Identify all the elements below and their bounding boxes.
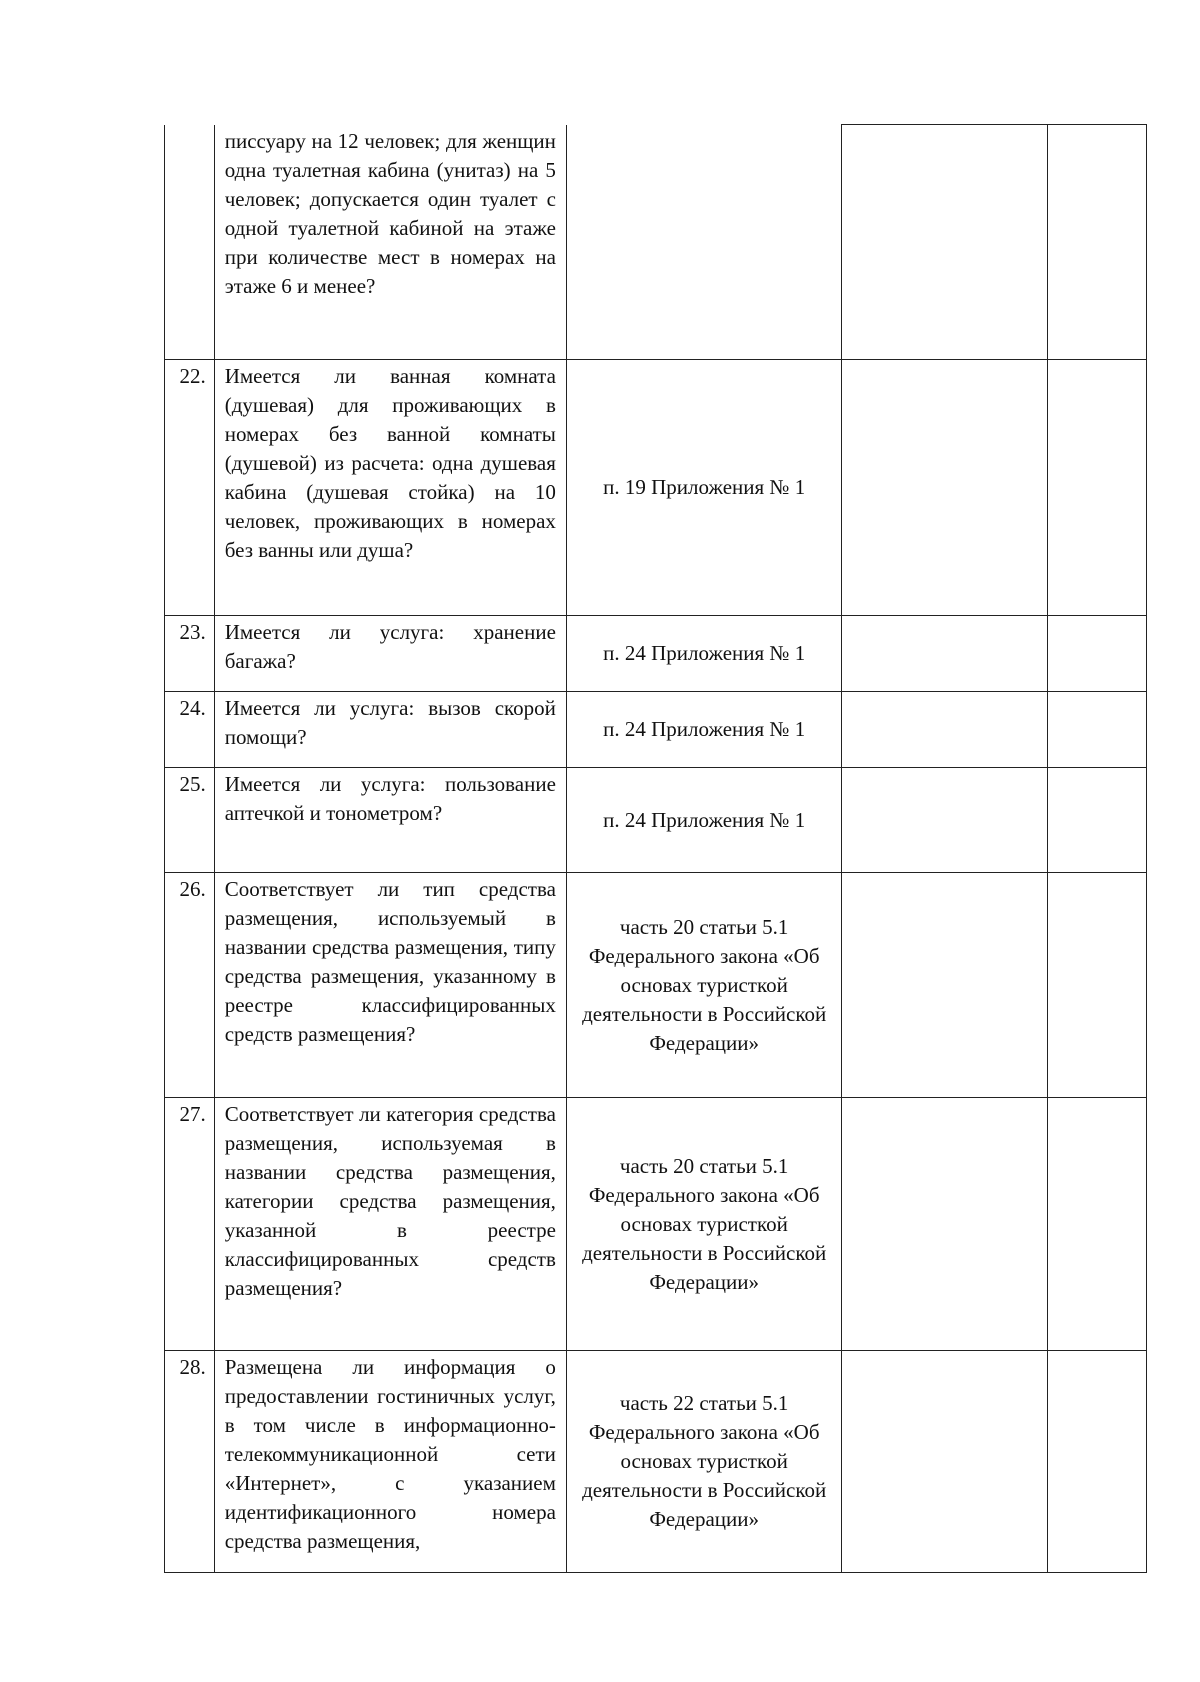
answer-cell[interactable] bbox=[842, 873, 1047, 1098]
reference-text: часть 20 статьи 5.1 Федерального закона «Об основах туристкой деятельности в Российской Федерации» bbox=[566, 1098, 842, 1351]
answer-cell[interactable] bbox=[842, 360, 1047, 616]
reference-text bbox=[566, 125, 842, 360]
question-text: Размещена ли информация о предоставлении гостиничных услуг, в том числе в информационно-телекоммуникационной сети «Интернет», с указанием идентификационного номера средства размещения, bbox=[214, 1351, 566, 1573]
answer-cell[interactable] bbox=[842, 1351, 1047, 1573]
row-number: 23. bbox=[165, 616, 215, 692]
table-row bbox=[165, 360, 1147, 616]
question-text: Имеется ли услуга: пользование аптечкой и тонометром? bbox=[214, 768, 566, 873]
table-row bbox=[165, 1351, 1147, 1573]
question-text: Соответствует ли тип средства размещения, используемый в названии средства размещения, типу средства размещения, указанному в реестре классифицированных средств размещения? bbox=[214, 873, 566, 1098]
question-text: Соответствует ли категория средства размещения, используемая в названии средства размещения, категории средства размещения, указанной в реестре классифицированных средств размещения? bbox=[214, 1098, 566, 1351]
reference-text: часть 22 статьи 5.1 Федерального закона «Об основах туристкой деятельности в Российской Федерации» bbox=[566, 1351, 842, 1573]
row-number: 26. bbox=[165, 873, 215, 1098]
note-cell[interactable] bbox=[1047, 616, 1146, 692]
reference-text: п. 19 Приложения № 1 bbox=[566, 360, 842, 616]
answer-cell[interactable] bbox=[842, 692, 1047, 768]
row-number: 22. bbox=[165, 360, 215, 616]
row-number: 28. bbox=[165, 1351, 215, 1573]
table-row bbox=[165, 616, 1147, 692]
note-cell[interactable] bbox=[1047, 125, 1146, 360]
question-text: Имеется ли услуга: вызов скорой помощи? bbox=[214, 692, 566, 768]
row-number bbox=[165, 125, 215, 360]
table-row bbox=[165, 768, 1147, 873]
reference-text: п. 24 Приложения № 1 bbox=[566, 768, 842, 873]
row-number: 25. bbox=[165, 768, 215, 873]
table-row bbox=[165, 692, 1147, 768]
table-row bbox=[165, 125, 1147, 360]
question-text: Имеется ли ванная комната (душевая) для проживающих в номерах без ванной комнаты (душевой) из расчета: одна душевая кабина (душевая стойка) на 10 человек, проживающих в номерах без ванны или душа? bbox=[214, 360, 566, 616]
question-text: Имеется ли услуга: хранение багажа? bbox=[214, 616, 566, 692]
table-row bbox=[165, 873, 1147, 1098]
note-cell[interactable] bbox=[1047, 360, 1146, 616]
answer-cell[interactable] bbox=[842, 616, 1047, 692]
note-cell[interactable] bbox=[1047, 692, 1146, 768]
note-cell[interactable] bbox=[1047, 873, 1146, 1098]
row-number: 24. bbox=[165, 692, 215, 768]
reference-text: п. 24 Приложения № 1 bbox=[566, 692, 842, 768]
question-text: писсуару на 12 человек; для женщин одна туалетная кабина (унитаз) на 5 человек; допускается один туалет с одной туалетной кабиной на этаже при количестве мест в номерах на этаже 6 и менее? bbox=[214, 125, 566, 360]
reference-text: часть 20 статьи 5.1 Федерального закона «Об основах туристкой деятельности в Российской Федерации» bbox=[566, 873, 842, 1098]
note-cell[interactable] bbox=[1047, 1351, 1146, 1573]
table-row bbox=[165, 1098, 1147, 1351]
reference-text: п. 24 Приложения № 1 bbox=[566, 616, 842, 692]
answer-cell[interactable] bbox=[842, 125, 1047, 360]
row-number: 27. bbox=[165, 1098, 215, 1351]
answer-cell[interactable] bbox=[842, 768, 1047, 873]
note-cell[interactable] bbox=[1047, 1098, 1146, 1351]
note-cell[interactable] bbox=[1047, 768, 1146, 873]
answer-cell[interactable] bbox=[842, 1098, 1047, 1351]
checklist-table bbox=[164, 124, 1147, 1573]
